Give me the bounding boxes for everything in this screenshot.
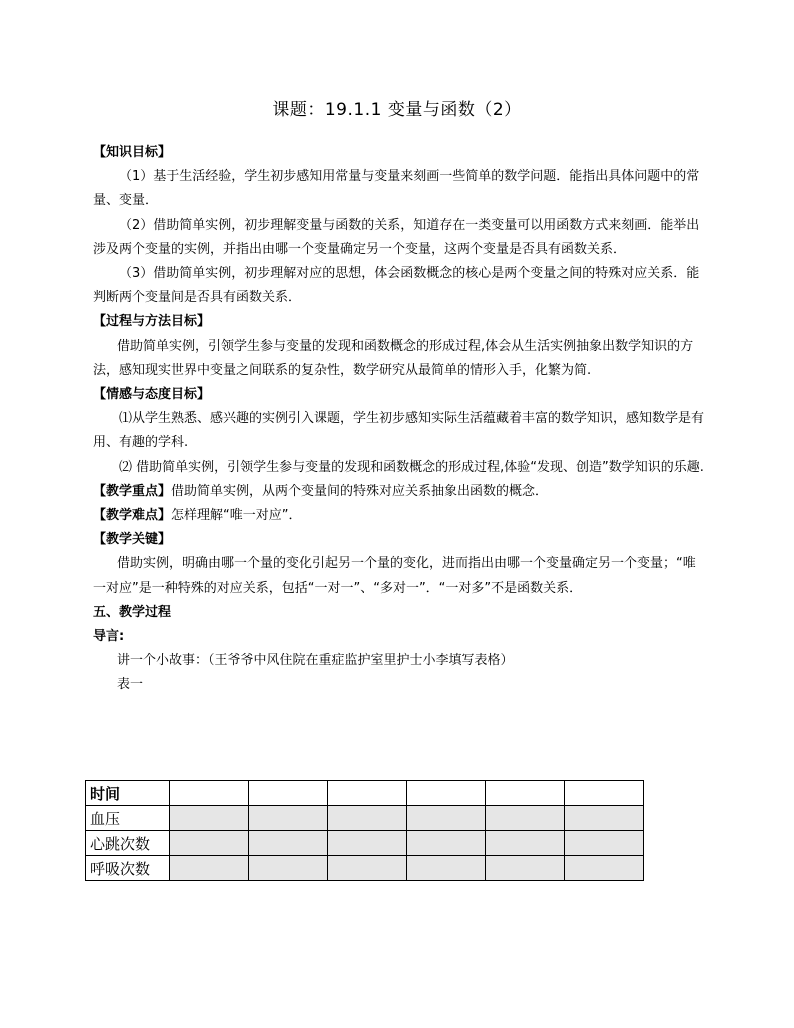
table-cell — [407, 806, 486, 831]
difficulty-text: 怎样理解“唯一对应”． — [171, 508, 302, 524]
table-cell — [328, 781, 407, 806]
difficulty-label: 【教学难点】 — [93, 508, 172, 524]
row-label-heart-rate: 心跳次数 — [86, 831, 170, 856]
table-cell — [486, 806, 565, 831]
table-cell — [486, 856, 565, 881]
key-point-line — [93, 480, 705, 504]
table-cell — [249, 831, 328, 856]
key-text: 借助实例，明确由哪一个量的变化引起另一个量的变化，进而指出由哪一个变量确定另一个变量；“唯一对应”是一种特殊的对应关系，包括“一对一”、“多对一”．“一对多”不是函数关系． — [93, 556, 696, 596]
table-cell — [486, 831, 565, 856]
table-cell — [170, 806, 249, 831]
table-cell — [407, 831, 486, 856]
intro-label: 导言: — [93, 629, 125, 645]
row-label-breathing-rate: 呼吸次数 — [86, 856, 170, 881]
attitude-heading: 【情感与态度目标】 — [93, 387, 211, 403]
table-cell — [170, 831, 249, 856]
difficulty-line — [93, 504, 705, 528]
table-cell — [249, 781, 328, 806]
table-row — [86, 781, 644, 806]
knowledge-item-3: （3）借助简单实例，初步理解对应的思想，体会函数概念的核心是两个变量之间的特殊对应关系．能判断两个变量间是否具有函数关系． — [93, 266, 700, 306]
table-cell — [328, 856, 407, 881]
attitude-item-1: ⑴从学生熟悉、感兴趣的实例引入课题，学生初步感知实际生活蕴藏着丰富的数学知识，感知数学是有用、有趣的学科. — [93, 411, 705, 451]
table-cell — [407, 856, 486, 881]
table-cell — [565, 781, 644, 806]
table-caption: 表一 — [117, 677, 144, 693]
process-heading: 【过程与方法目标】 — [93, 314, 211, 330]
key-point-label: 【教学重点】 — [93, 483, 172, 499]
table-cell — [565, 856, 644, 881]
table-cell — [249, 856, 328, 881]
knowledge-item-1: （1）基于生活经验，学生初步感知用常量与变量来刻画一些简单的数学问题．能指出具体问题中的常量、变量． — [93, 169, 700, 209]
table-row — [86, 856, 644, 881]
story-text: 讲一个小故事：（王爷爷中风住院在重症监护室里护士小李填写表格） — [117, 653, 514, 669]
row-label-blood-pressure: 血压 — [86, 806, 170, 831]
section5-heading: 五、教学过程 — [93, 604, 172, 620]
attitude-item-2: ⑵ 借助简单实例，引领学生参与变量的发现和函数概念的形成过程,体验“发现、创造”数学知识的乐趣. — [119, 459, 704, 475]
table-cell — [407, 781, 486, 806]
table-cell — [565, 831, 644, 856]
table-row — [86, 831, 644, 856]
row-label-time: 时间 — [86, 781, 170, 806]
process-text: 借助简单实例，引领学生参与变量的发现和函数概念的形成过程,体会从生活实例抽象出数学知识的方法，感知现实世界中变量之间联系的复杂性，数学研究从最简单的情形入手，化繁为简. — [93, 338, 694, 378]
table-cell — [486, 781, 565, 806]
table-row — [86, 806, 644, 831]
monitoring-table — [85, 780, 644, 881]
lesson-content — [93, 141, 705, 698]
table-cell — [328, 831, 407, 856]
knowledge-item-2: （2）借助简单实例，初步理解变量与函数的关系，知道存在一类变量可以用函数方式来刻画．能举出涉及两个变量的实例，并指出由哪一个变量确定另一个变量，这两个变量是否具有函数关系． — [93, 217, 700, 257]
table-cell — [565, 806, 644, 831]
table-cell — [170, 856, 249, 881]
knowledge-heading: 【知识目标】 — [93, 145, 172, 160]
key-point-text: 借助简单实例，从两个变量间的特殊对应关系抽象出函数的概念． — [171, 483, 549, 499]
page-title: 课题：19.1.1 变量与函数（2） — [272, 100, 522, 120]
table-cell — [170, 781, 249, 806]
table-cell — [249, 806, 328, 831]
table-cell — [328, 806, 407, 831]
key-heading: 【教学关键】 — [93, 532, 172, 548]
